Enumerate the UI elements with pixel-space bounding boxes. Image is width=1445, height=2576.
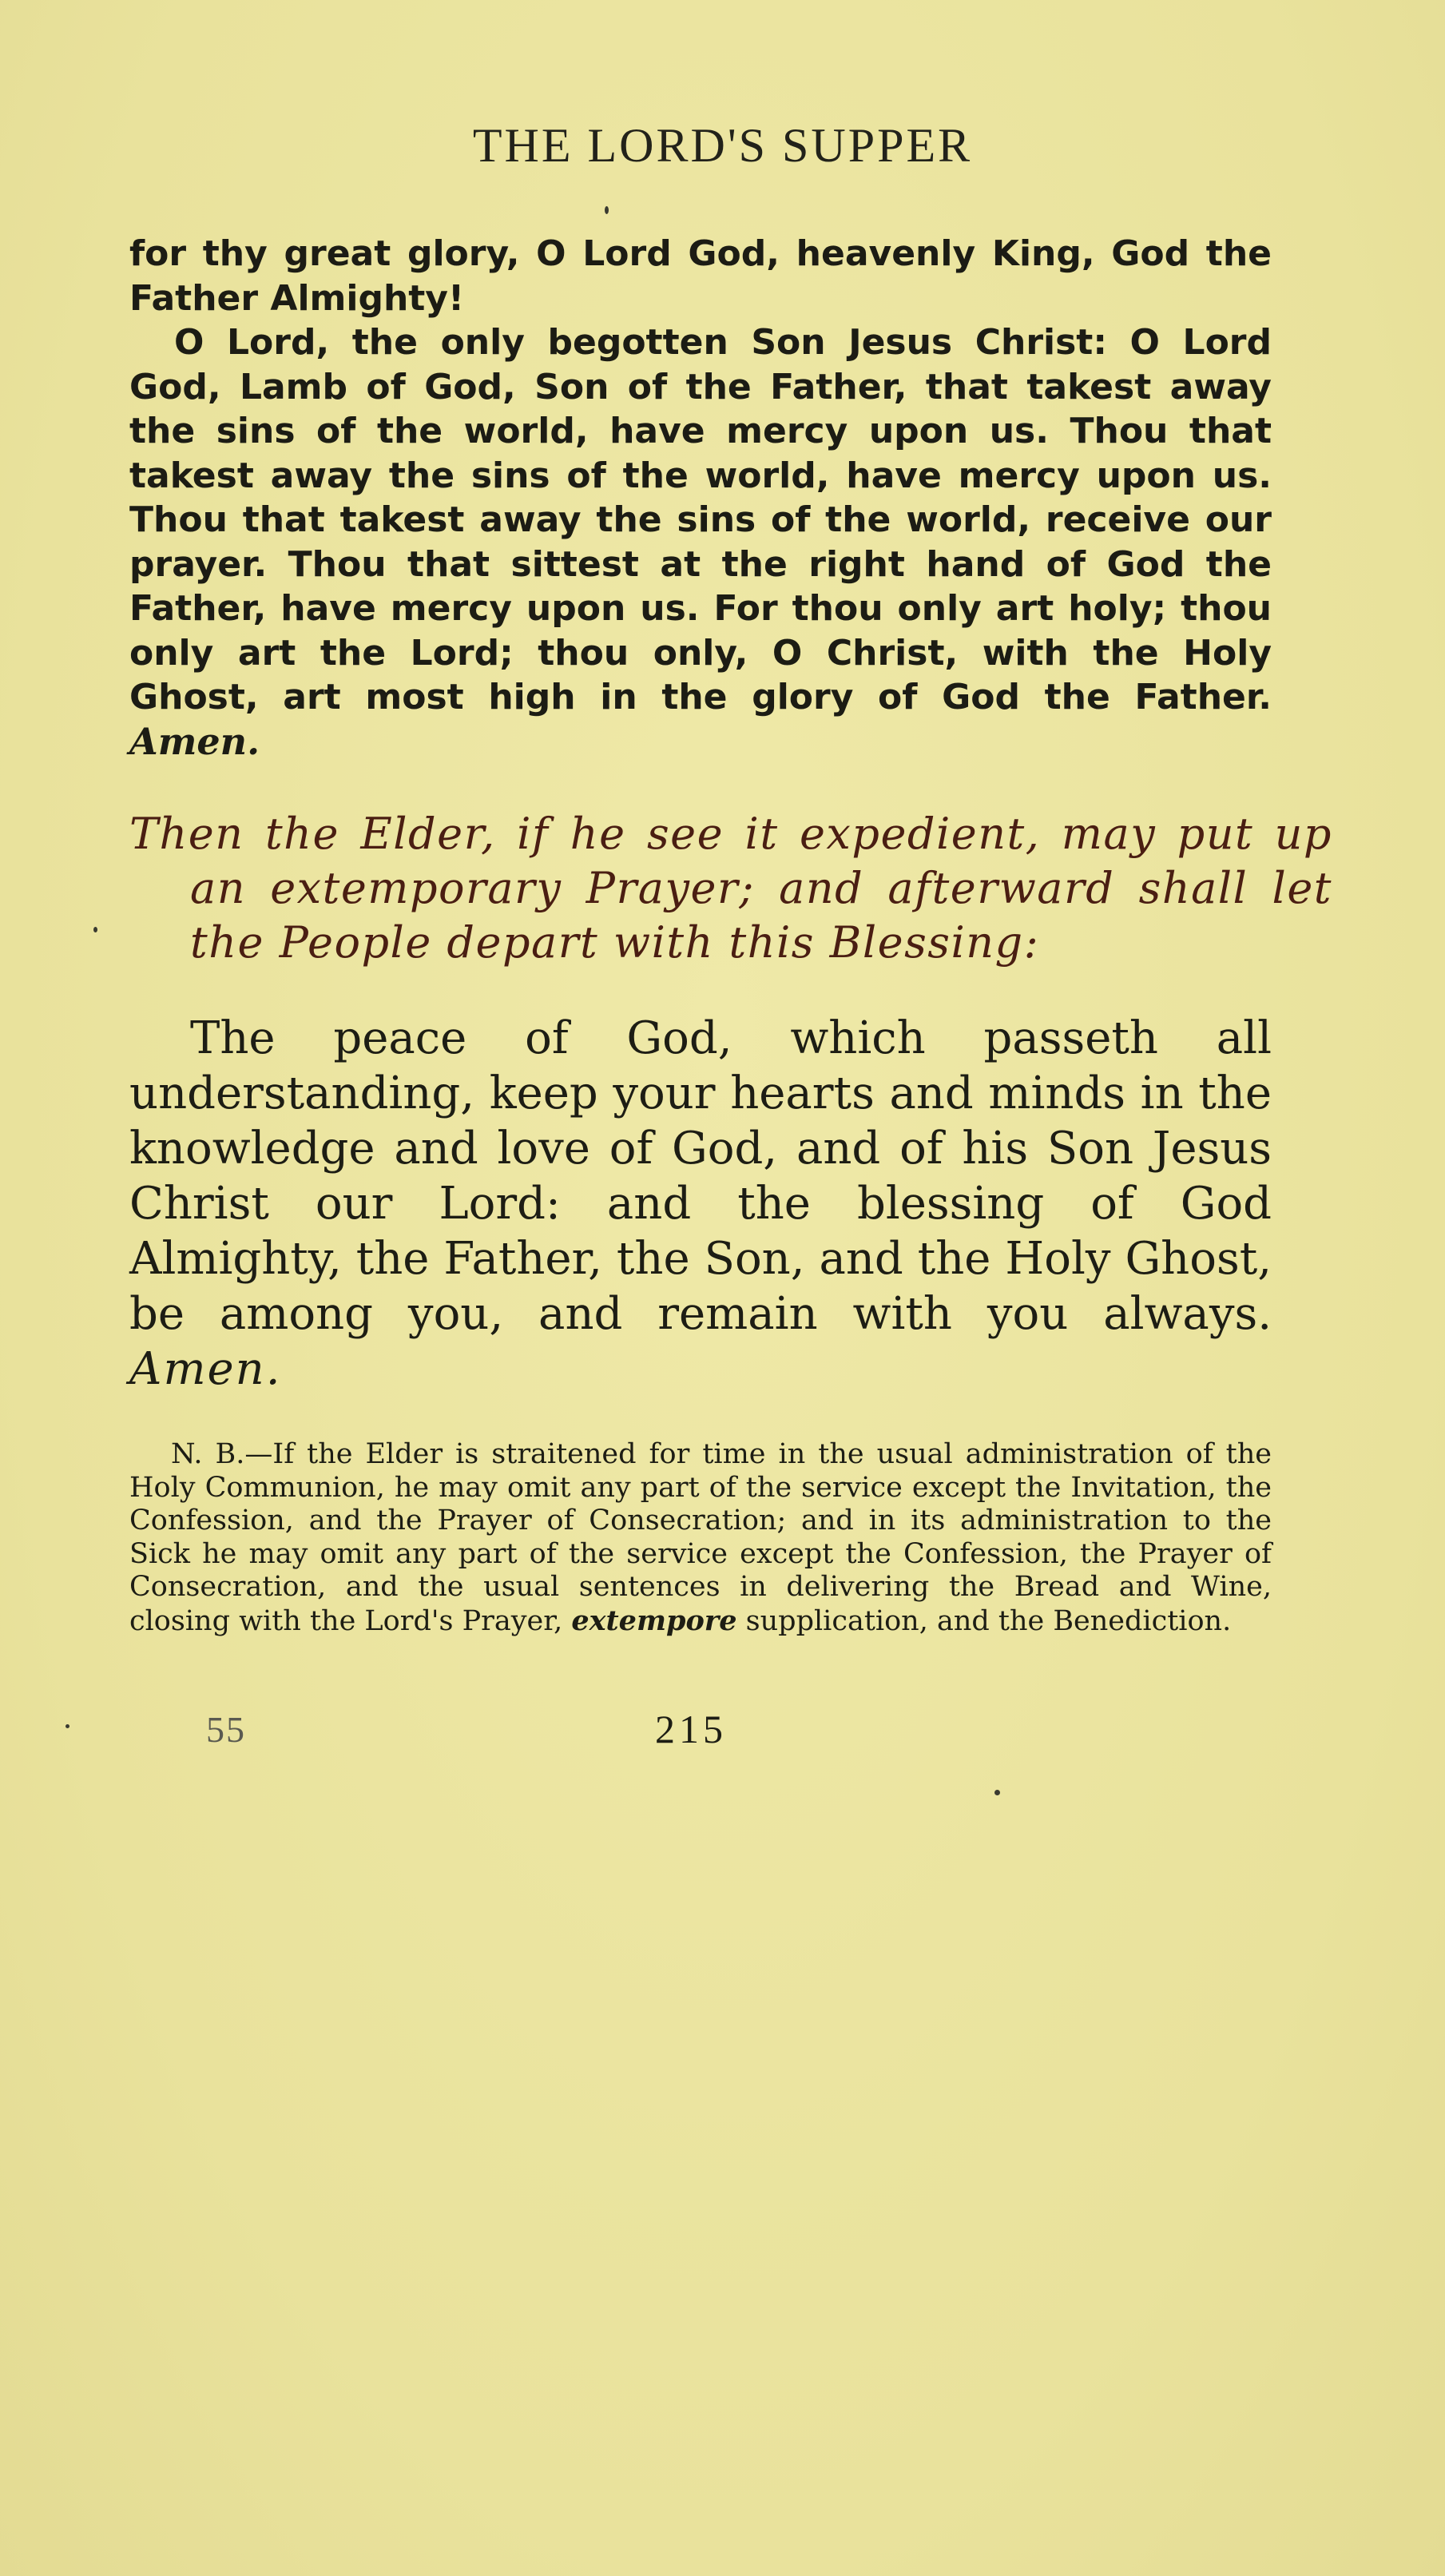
ink-speck: [66, 1724, 69, 1728]
ink-speck: [605, 206, 609, 214]
note-italic-word: extempore: [571, 1604, 737, 1637]
gloria-paragraph-2: [129, 320, 1272, 765]
ink-speck: [994, 1790, 1000, 1795]
signature-mark: 55: [206, 1709, 246, 1750]
gloria-paragraph-2-text: O Lord, the only begotten Son Jesus Christ: O Lord God, Lamb of God, Son of the Father, that takest away the sins of the world, have mercy upon us. Thou that takest away the sins of the world, have mercy upon us. Thou that takest away the sins of the world, receive our prayer. Thou that sittest at the right hand of God the Father, have mercy upon us. For thou only art holy; thou only art the Lord; thou only, O Christ, with the Holy Ghost, art most high in the glory of God the Father.: [129, 322, 1272, 718]
running-head: THE LORD'S SUPPER: [472, 119, 973, 172]
blessing-text: The peace of God, which passeth all understanding, keep your hearts and minds in the knowledge and love of God, and of his Son Jesus Christ our Lord: and the blessing of God Almighty, the Father, the Son, and the Holy Ghost, be among you, and remain with you always.: [129, 1012, 1272, 1340]
gloria-text: [129, 232, 1272, 765]
nota-bene: [129, 1438, 1272, 1638]
note-text-before: N. B.—If the Elder is straitened for time in the usual administration of the Holy Communion, he may omit any part of the service except the Invitation, the Confession, and the Prayer of Consecration; and in its administration to the Sick he may omit any part of the service except the Confession, the Prayer of Consecration, and the usual sentences in delivering the Bread and Wine, closing with the Lord's Prayer,: [129, 1438, 1272, 1637]
note-text-after: supplication, and the Benediction.: [745, 1604, 1232, 1637]
ink-speck: [93, 927, 97, 932]
blessing-amen: Amen.: [129, 1343, 282, 1395]
page-number: 215: [655, 1707, 727, 1751]
blessing: [129, 1011, 1272, 1397]
rubric: Then the Elder, if he see it expedient, may put up an extemporary Prayer; and afterward shall let the People depart with this Blessing:: [129, 809, 1332, 968]
gloria-paragraph-1: for thy great glory, O Lord God, heavenly King, God the Father Almighty!: [129, 233, 1272, 319]
gloria-amen: Amen.: [129, 719, 260, 763]
